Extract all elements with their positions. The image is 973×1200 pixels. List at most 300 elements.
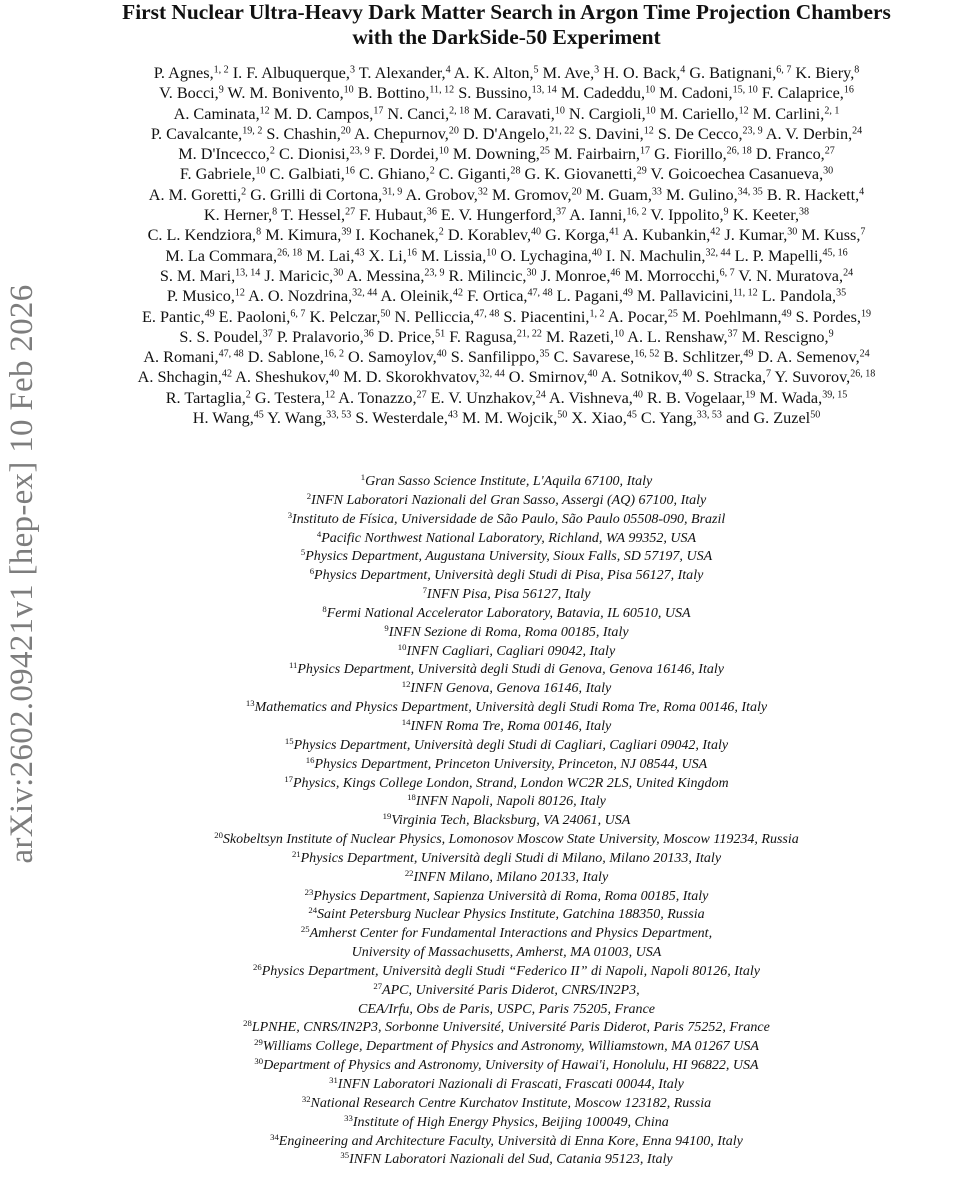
- author-name: M. Razeti,: [541, 327, 615, 346]
- affiliation-text: Saint Petersburg Nuclear Physics Institute, Gatchina 188350, Russia: [317, 906, 705, 923]
- author-line: [40, 124, 973, 144]
- author-name: F. Gabriele,: [179, 165, 256, 184]
- author-name: Y. Wang,: [263, 409, 327, 428]
- affiliation-text: Amherst Center for Fundamental Interactions and Physics Department,: [309, 925, 713, 942]
- author-name: C. L. Kendziora,: [147, 226, 257, 245]
- affiliation-marker: 40: [587, 368, 598, 380]
- author-name: L. Pagani,: [552, 287, 623, 306]
- affiliation-number: 33: [344, 1112, 353, 1123]
- affiliation-line: [40, 547, 973, 566]
- affiliation-line: [40, 943, 973, 962]
- affiliation-marker: 25: [539, 145, 550, 157]
- author-name: A. Tonazzo,: [335, 388, 417, 407]
- affiliation-line: [40, 887, 973, 906]
- title-line: with the DarkSide-50 Experiment: [352, 25, 661, 49]
- affiliation-text: Williams College, Department of Physics and Astronomy, Williamstown, MA 01267 USA: [262, 1038, 759, 1055]
- affiliation-line: [40, 529, 973, 548]
- author-name: S. S. Poudel,: [179, 327, 263, 346]
- affiliation-marker: 2, 18: [449, 105, 470, 117]
- author-name: O. Samoylov,: [343, 348, 437, 367]
- affiliation-marker: 11, 12: [429, 84, 455, 96]
- affiliation-line: [40, 736, 973, 755]
- affiliation-number: 3: [287, 509, 293, 520]
- author-name: J. Monroe,: [536, 266, 611, 285]
- author-line: [40, 367, 973, 387]
- author-name: S. Stracka,: [692, 368, 767, 387]
- author-name: W. M. Bonivento,: [223, 84, 344, 103]
- affiliation-line: [40, 830, 973, 849]
- affiliation-text: Physics Department, Augustana University, Sioux Falls, SD 57197, USA: [305, 548, 713, 565]
- author-name: O. Lychagina,: [496, 246, 592, 265]
- affiliation-marker: 4: [680, 64, 686, 76]
- affiliation-marker: 23, 9: [742, 125, 763, 137]
- author-name: M. Cariello,: [655, 104, 739, 123]
- affiliation-marker: 16, 52: [634, 348, 660, 360]
- affiliation-text: APC, Université Paris Diderot, CNRS/IN2P3,: [382, 981, 640, 998]
- affiliation-marker: 47, 48: [218, 348, 244, 360]
- affiliation-marker: 30: [526, 267, 537, 279]
- affiliation-marker: 51: [435, 328, 446, 340]
- affiliation-number: 16: [305, 754, 315, 765]
- affiliation-text: Physics Department, Sapienza Università di Roma, Roma 00185, Italy: [313, 887, 709, 904]
- author-name: S. M. Mari,: [159, 266, 236, 285]
- author-name: C. Yang,: [636, 409, 697, 428]
- author-name: and G. Zuzel: [721, 409, 811, 428]
- affiliation-marker: 7: [766, 368, 772, 380]
- affiliation-marker: 40: [531, 226, 542, 238]
- author-name: X. Li,: [364, 246, 407, 265]
- author-line: [40, 83, 973, 103]
- affiliation-text: INFN Milano, Milano 20133, Italy: [413, 868, 609, 885]
- affiliation-line: [40, 510, 973, 529]
- affiliation-marker: 8: [256, 226, 262, 238]
- affiliation-marker: 30: [823, 165, 834, 177]
- author-name: A. Caminata,: [173, 104, 260, 123]
- author-name: V. Goicoechea Casanueva,: [646, 165, 824, 184]
- author-name: M. Ave,: [538, 64, 595, 82]
- author-name: O. Smirnov,: [504, 368, 588, 387]
- author-name: I. F. Albuquerque,: [228, 64, 350, 82]
- affiliation-marker: 10: [343, 84, 354, 96]
- author-name: P. Pralavorio,: [272, 327, 364, 346]
- author-name: F. Dordei,: [369, 145, 439, 164]
- affiliation-marker: 3: [594, 64, 600, 76]
- author-line: [40, 246, 973, 266]
- affiliation-marker: 32, 44: [705, 247, 731, 259]
- author-name: V. Ippolito,: [646, 206, 724, 225]
- author-name: M. Morrocchi,: [620, 266, 720, 285]
- affiliation-marker: 16: [344, 165, 355, 177]
- affiliation-line: [40, 1132, 973, 1151]
- affiliation-marker: 27: [345, 206, 356, 218]
- author-name: M. D. Campos,: [269, 104, 374, 123]
- affiliation-text: INFN Sezione di Roma, Roma 00185, Italy: [388, 623, 629, 640]
- affiliation-marker: 2: [429, 165, 435, 177]
- affiliation-marker: 23, 9: [424, 267, 445, 279]
- affiliation-marker: 45: [626, 409, 637, 421]
- author-name: M. Lissia,: [416, 246, 487, 265]
- affiliation-line: [40, 981, 973, 1000]
- affiliation-marker: 2: [241, 186, 247, 198]
- affiliation-text: INFN Cagliari, Cagliari 09042, Italy: [406, 642, 616, 659]
- author-name: C. Savarese,: [549, 348, 635, 367]
- affiliation-line: [40, 1113, 973, 1132]
- affiliation-number: 28: [243, 1018, 252, 1029]
- affiliation-marker: 6, 7: [290, 308, 306, 320]
- affiliation-number: 31: [329, 1075, 338, 1086]
- author-name: E. Pantic,: [141, 307, 205, 326]
- affiliation-text: Physics Department, Princeton University, Princeton, NJ 08544, USA: [314, 755, 708, 772]
- author-name: M. Downing,: [448, 145, 540, 164]
- affiliation-number: 15: [284, 736, 294, 747]
- affiliation-marker: 35: [539, 348, 550, 360]
- author-line: [40, 144, 973, 164]
- affiliation-number: 22: [404, 867, 414, 878]
- affiliation-number: 19: [382, 811, 392, 822]
- affiliation-number: 35: [340, 1150, 350, 1161]
- affiliation-marker: 49: [204, 308, 215, 320]
- affiliation-marker: 21, 22: [549, 125, 575, 137]
- affiliation-marker: 39: [341, 226, 352, 238]
- author-line: [40, 408, 973, 428]
- author-name: G. Fiorillo,: [650, 145, 727, 164]
- affiliation-line: [40, 811, 973, 830]
- affiliation-line: [40, 868, 973, 887]
- author-name: B. R. Hackett,: [762, 185, 860, 204]
- author-line: [40, 164, 973, 184]
- affiliation-marker: 19: [860, 308, 872, 320]
- affiliation-marker: 10: [645, 84, 656, 96]
- author-name: E. V. Hungerford,: [436, 206, 557, 225]
- affiliation-marker: 43: [354, 247, 365, 259]
- affiliation-marker: 5: [533, 64, 539, 76]
- affiliation-marker: 2: [245, 389, 251, 401]
- author-name: V. Bocci,: [159, 84, 219, 103]
- affiliation-marker: 10: [554, 105, 565, 117]
- affiliation-marker: 16, 2: [323, 348, 344, 360]
- author-name: L. P. Mapelli,: [730, 246, 823, 265]
- author-name: D. D'Angelo,: [458, 124, 550, 143]
- author-name: M. D. Skorokhvatov,: [339, 368, 480, 387]
- affiliation-marker: 1, 2: [213, 64, 229, 76]
- affiliation-text: University of Massachusetts, Amherst, MA 01003, USA: [351, 944, 662, 961]
- author-name: R. Milincic,: [444, 266, 527, 285]
- affiliation-number: 26: [253, 962, 262, 973]
- affiliation-number: 12: [401, 679, 411, 690]
- author-name: J. Maricic,: [260, 266, 334, 285]
- affiliation-line: [40, 905, 973, 924]
- affiliation-number: 34: [270, 1131, 279, 1142]
- author-name: Y. Suvorov,: [771, 368, 851, 387]
- affiliation-marker: 49: [622, 287, 633, 299]
- affiliation-line: [40, 1018, 973, 1037]
- affiliation-marker: 47, 48: [474, 308, 500, 320]
- affiliation-line: [40, 1075, 973, 1094]
- affiliation-marker: 50: [810, 409, 821, 421]
- author-name: A. V. Derbin,: [762, 124, 853, 143]
- affiliation-text: Gran Sasso Science Institute, L'Aquila 67100, Italy: [365, 473, 653, 489]
- author-name: A. Kubankin,: [619, 226, 711, 245]
- author-name: A. K. Alton,: [450, 64, 534, 82]
- affiliation-marker: 20: [571, 186, 582, 198]
- affiliation-line: [40, 1056, 973, 1075]
- affiliation-marker: 34, 35: [737, 186, 763, 198]
- affiliation-marker: 15, 10: [732, 84, 758, 96]
- affiliation-marker: 47, 48: [527, 287, 553, 299]
- author-name: D. A. Semenov,: [753, 348, 860, 367]
- affiliation-marker: 40: [632, 389, 643, 401]
- affiliation-marker: 42: [221, 368, 232, 380]
- affiliation-marker: 40: [591, 247, 602, 259]
- affiliation-number: 5: [300, 547, 306, 558]
- affiliation-marker: 9: [828, 328, 834, 340]
- affiliation-marker: 19, 2: [242, 125, 263, 137]
- affiliation-number: 9: [384, 622, 389, 633]
- affiliation-marker: 50: [557, 409, 568, 421]
- author-line: [40, 347, 973, 367]
- affiliation-line: [40, 566, 973, 585]
- affiliation-line: [40, 642, 973, 661]
- author-line: [40, 307, 973, 327]
- affiliation-marker: 2: [438, 226, 444, 238]
- affiliation-marker: 17: [373, 105, 384, 117]
- author-name: R. Tartaglia,: [165, 388, 246, 407]
- author-name: S. Pordes,: [791, 307, 861, 326]
- affiliation-number: 7: [422, 585, 427, 596]
- author-line: [40, 185, 973, 205]
- affiliation-marker: 10: [255, 165, 266, 177]
- affiliation-marker: 3: [349, 64, 355, 76]
- affiliation-line: [40, 1037, 973, 1056]
- affiliation-marker: 32: [477, 186, 488, 198]
- affiliation-number: 21: [291, 849, 301, 860]
- affiliation-number: 11: [289, 660, 298, 671]
- author-name: F. Hubaut,: [355, 206, 427, 225]
- affiliation-marker: 36: [363, 328, 374, 340]
- affiliation-number: 18: [407, 792, 416, 803]
- author-name: A. Grobov,: [402, 185, 478, 204]
- affiliation-marker: 33: [651, 186, 662, 198]
- author-name: M. Fairbairn,: [549, 145, 640, 164]
- affiliation-marker: 27: [824, 145, 835, 157]
- affiliation-number: 14: [401, 717, 411, 728]
- affiliation-marker: 1, 2: [589, 308, 605, 320]
- affiliation-text: Skobeltsyn Institute of Nuclear Physics, Lomonosov Moscow State University, Moscow 119234, Russia: [222, 831, 799, 848]
- author-name: M. Cadoni,: [655, 84, 733, 103]
- affiliation-marker: 26, 18: [726, 145, 752, 157]
- affiliation-text: INFN Genova, Genova 16146, Italy: [410, 680, 612, 697]
- affiliation-marker: 8: [272, 206, 278, 218]
- affiliation-marker: 36: [426, 206, 437, 218]
- affiliation-marker: 4: [859, 186, 865, 198]
- affiliation-marker: 24: [535, 389, 546, 401]
- affiliation-marker: 31, 9: [382, 186, 403, 198]
- affiliation-number: 10: [397, 641, 407, 652]
- affiliation-text: Pacific Northwest National Laboratory, Richland, WA 99352, USA: [321, 529, 697, 546]
- affiliation-marker: 43: [447, 409, 458, 421]
- author-name: H. Wang,: [192, 409, 254, 428]
- author-name: G. Testera,: [250, 388, 326, 407]
- affiliation-line: [40, 585, 973, 604]
- affiliation-marker: 24: [843, 267, 854, 279]
- author-name: I. N. Machulin,: [601, 246, 706, 265]
- author-name: D. Franco,: [751, 145, 825, 164]
- author-line: [40, 104, 973, 124]
- affiliation-marker: 6, 7: [719, 267, 735, 279]
- affiliation-marker: 39, 15: [822, 389, 848, 401]
- author-name: A. Romani,: [143, 348, 219, 367]
- affiliation-marker: 11, 12: [732, 287, 758, 299]
- affiliation-text: Physics Department, Università degli Studi di Genova, Genova 16146, Italy: [297, 661, 724, 678]
- affiliation-marker: 29: [636, 165, 647, 177]
- author-line: [40, 266, 973, 286]
- affiliation-text: INFN Napoli, Napoli 80126, Italy: [415, 793, 606, 810]
- affiliation-marker: 12: [325, 389, 336, 401]
- affiliation-text: Physics Department, Università degli Studi di Cagliari, Cagliari 09042, Italy: [293, 736, 729, 753]
- author-name: S. Davini,: [574, 124, 644, 143]
- affiliation-marker: 10: [486, 247, 497, 259]
- author-name: X. Xiao,: [567, 409, 627, 428]
- affiliation-marker: 16: [406, 247, 417, 259]
- author-name: M. M. Wojcik,: [457, 409, 558, 428]
- affiliation-text: Instituto de Física, Universidade de São Paulo, São Paulo 05508-090, Brazil: [292, 510, 726, 527]
- affiliation-number: 29: [254, 1037, 263, 1048]
- author-name: D. Korablev,: [443, 226, 532, 245]
- author-name: A. L. Renshaw,: [624, 327, 728, 346]
- affiliation-text: INFN Laboratori Nazionali di Frascati, Frascati 00044, Italy: [337, 1076, 684, 1092]
- affiliation-marker: 25: [667, 308, 678, 320]
- author-name: S. Westerdale,: [351, 409, 448, 428]
- author-name: A. Sotnikov,: [597, 368, 683, 387]
- affiliation-marker: 40: [329, 368, 340, 380]
- affiliation-line: [40, 1094, 973, 1113]
- affiliation-marker: 40: [682, 368, 693, 380]
- affiliation-number: 27: [373, 981, 383, 991]
- affiliation-text: Mathematics and Physics Department, Università degli Studi Roma Tre, Roma 00146, Italy: [254, 699, 768, 716]
- affiliation-marker: 38: [799, 206, 810, 218]
- affiliation-marker: 42: [452, 287, 464, 299]
- author-name: M. Lai,: [302, 246, 355, 265]
- author-name: G. Grilli di Cortona,: [246, 185, 383, 204]
- author-line: [40, 225, 973, 245]
- affiliation-marker: 24: [859, 348, 870, 360]
- affiliation-line: [40, 604, 973, 623]
- author-name: K. Herner,: [203, 206, 273, 225]
- affiliation-marker: 50: [380, 308, 391, 320]
- author-name: P. Musico,: [166, 287, 235, 306]
- author-name: M. Wada,: [755, 388, 823, 407]
- author-name: M. Gromov,: [487, 185, 572, 204]
- author-name: A. O. Nozdrina,: [244, 287, 353, 306]
- author-name: G. Batignani,: [685, 64, 777, 82]
- affiliation-text: INFN Laboratori Nazionali del Gran Sasso, Assergi (AQ) 67100, Italy: [311, 491, 707, 508]
- affiliation-line: [40, 924, 973, 943]
- author-name: M. D'Incecco,: [178, 145, 270, 164]
- affiliation-marker: 12: [234, 287, 245, 299]
- author-name: C. Ghiano,: [354, 165, 430, 184]
- affiliation-number: 6: [309, 566, 315, 577]
- affiliation-number: 20: [214, 830, 223, 841]
- author-name: L. Pandola,: [757, 287, 837, 306]
- affiliation-marker: 33, 53: [696, 409, 722, 421]
- author-name: K. Keeter,: [728, 206, 800, 225]
- author-name: V. N. Muratova,: [734, 266, 844, 285]
- author-name: J. Kumar,: [720, 226, 788, 245]
- author-name: D. Price,: [373, 327, 436, 346]
- author-name: D. Sablone,: [243, 348, 324, 367]
- author-name: M. Poehlmann,: [677, 307, 782, 326]
- affiliation-number: 24: [308, 905, 318, 916]
- affiliation-line: [40, 472, 973, 491]
- affiliation-line: [40, 755, 973, 774]
- author-name: M. Cadeddu,: [556, 84, 646, 103]
- author-name: A. Vishneva,: [545, 388, 633, 407]
- affiliation-text: Institute of High Energy Physics, Beijing 100049, China: [352, 1113, 669, 1130]
- author-name: H. O. Back,: [599, 64, 681, 82]
- affiliation-marker: 32, 44: [352, 287, 378, 299]
- author-name: R. B. Vogelaar,: [642, 388, 746, 407]
- author-line: [40, 388, 973, 408]
- author-name: M. Pallavicini,: [632, 287, 733, 306]
- affiliation-marker: 7: [860, 226, 866, 238]
- affiliation-marker: 12: [738, 105, 749, 117]
- affiliation-list: [40, 472, 973, 1169]
- affiliation-text: Physics Department, Università degli Studi di Milano, Milano 20133, Italy: [300, 849, 722, 866]
- affiliation-text: Physics Department, Università degli Studi di Pisa, Pisa 56127, Italy: [314, 567, 704, 584]
- affiliation-marker: 27: [416, 389, 427, 401]
- affiliation-line: [40, 698, 973, 717]
- affiliation-marker: 10: [614, 328, 625, 340]
- affiliation-marker: 17: [639, 145, 651, 157]
- affiliation-text: Engineering and Architecture Faculty, Università di Enna Kore, Enna 94100, Italy: [278, 1132, 743, 1149]
- affiliation-marker: 4: [445, 64, 451, 76]
- affiliation-marker: 37: [262, 328, 273, 340]
- affiliation-text: Physics, Kings College London, Strand, London WC2R 2LS, United Kingdom: [293, 774, 729, 791]
- author-name: C. Galbiati,: [265, 165, 345, 184]
- affiliation-marker: 16, 2: [626, 206, 647, 218]
- affiliation-marker: 10: [645, 105, 656, 117]
- author-name: M. Gulino,: [661, 185, 738, 204]
- author-line: [40, 205, 973, 225]
- affiliation-text: Fermi National Accelerator Laboratory, Batavia, IL 60510, USA: [326, 604, 691, 621]
- author-name: M. Caravati,: [469, 104, 555, 123]
- affiliation-marker: 21, 22: [516, 328, 542, 340]
- affiliation-marker: 10: [438, 145, 449, 157]
- author-name: M. Kuss,: [797, 226, 861, 245]
- author-name: A. Sheshukov,: [231, 368, 330, 387]
- author-name: N. Cargioli,: [564, 104, 646, 123]
- affiliation-marker: 13, 14: [531, 84, 557, 96]
- author-name: M. La Commara,: [165, 246, 278, 265]
- affiliation-line: [40, 491, 973, 510]
- author-name: C. Dionisi,: [274, 145, 350, 164]
- affiliation-number: 13: [245, 698, 255, 709]
- affiliation-line: [40, 1150, 973, 1169]
- author-name: P. Cavalcante,: [150, 124, 243, 143]
- author-name: M. Kimura,: [261, 226, 342, 245]
- author-line: [40, 327, 973, 347]
- affiliation-marker: 28: [510, 165, 521, 177]
- author-name: I. Kochanek,: [351, 226, 439, 245]
- affiliation-marker: 9: [723, 206, 729, 218]
- author-name: K. Pelczar,: [305, 307, 381, 326]
- affiliation-marker: 40: [436, 348, 447, 360]
- affiliation-marker: 46: [610, 267, 621, 279]
- author-name: S. Bussino,: [454, 84, 532, 103]
- affiliation-number: 17: [284, 773, 293, 784]
- affiliation-number: 32: [301, 1094, 311, 1105]
- affiliation-marker: 35: [836, 287, 847, 299]
